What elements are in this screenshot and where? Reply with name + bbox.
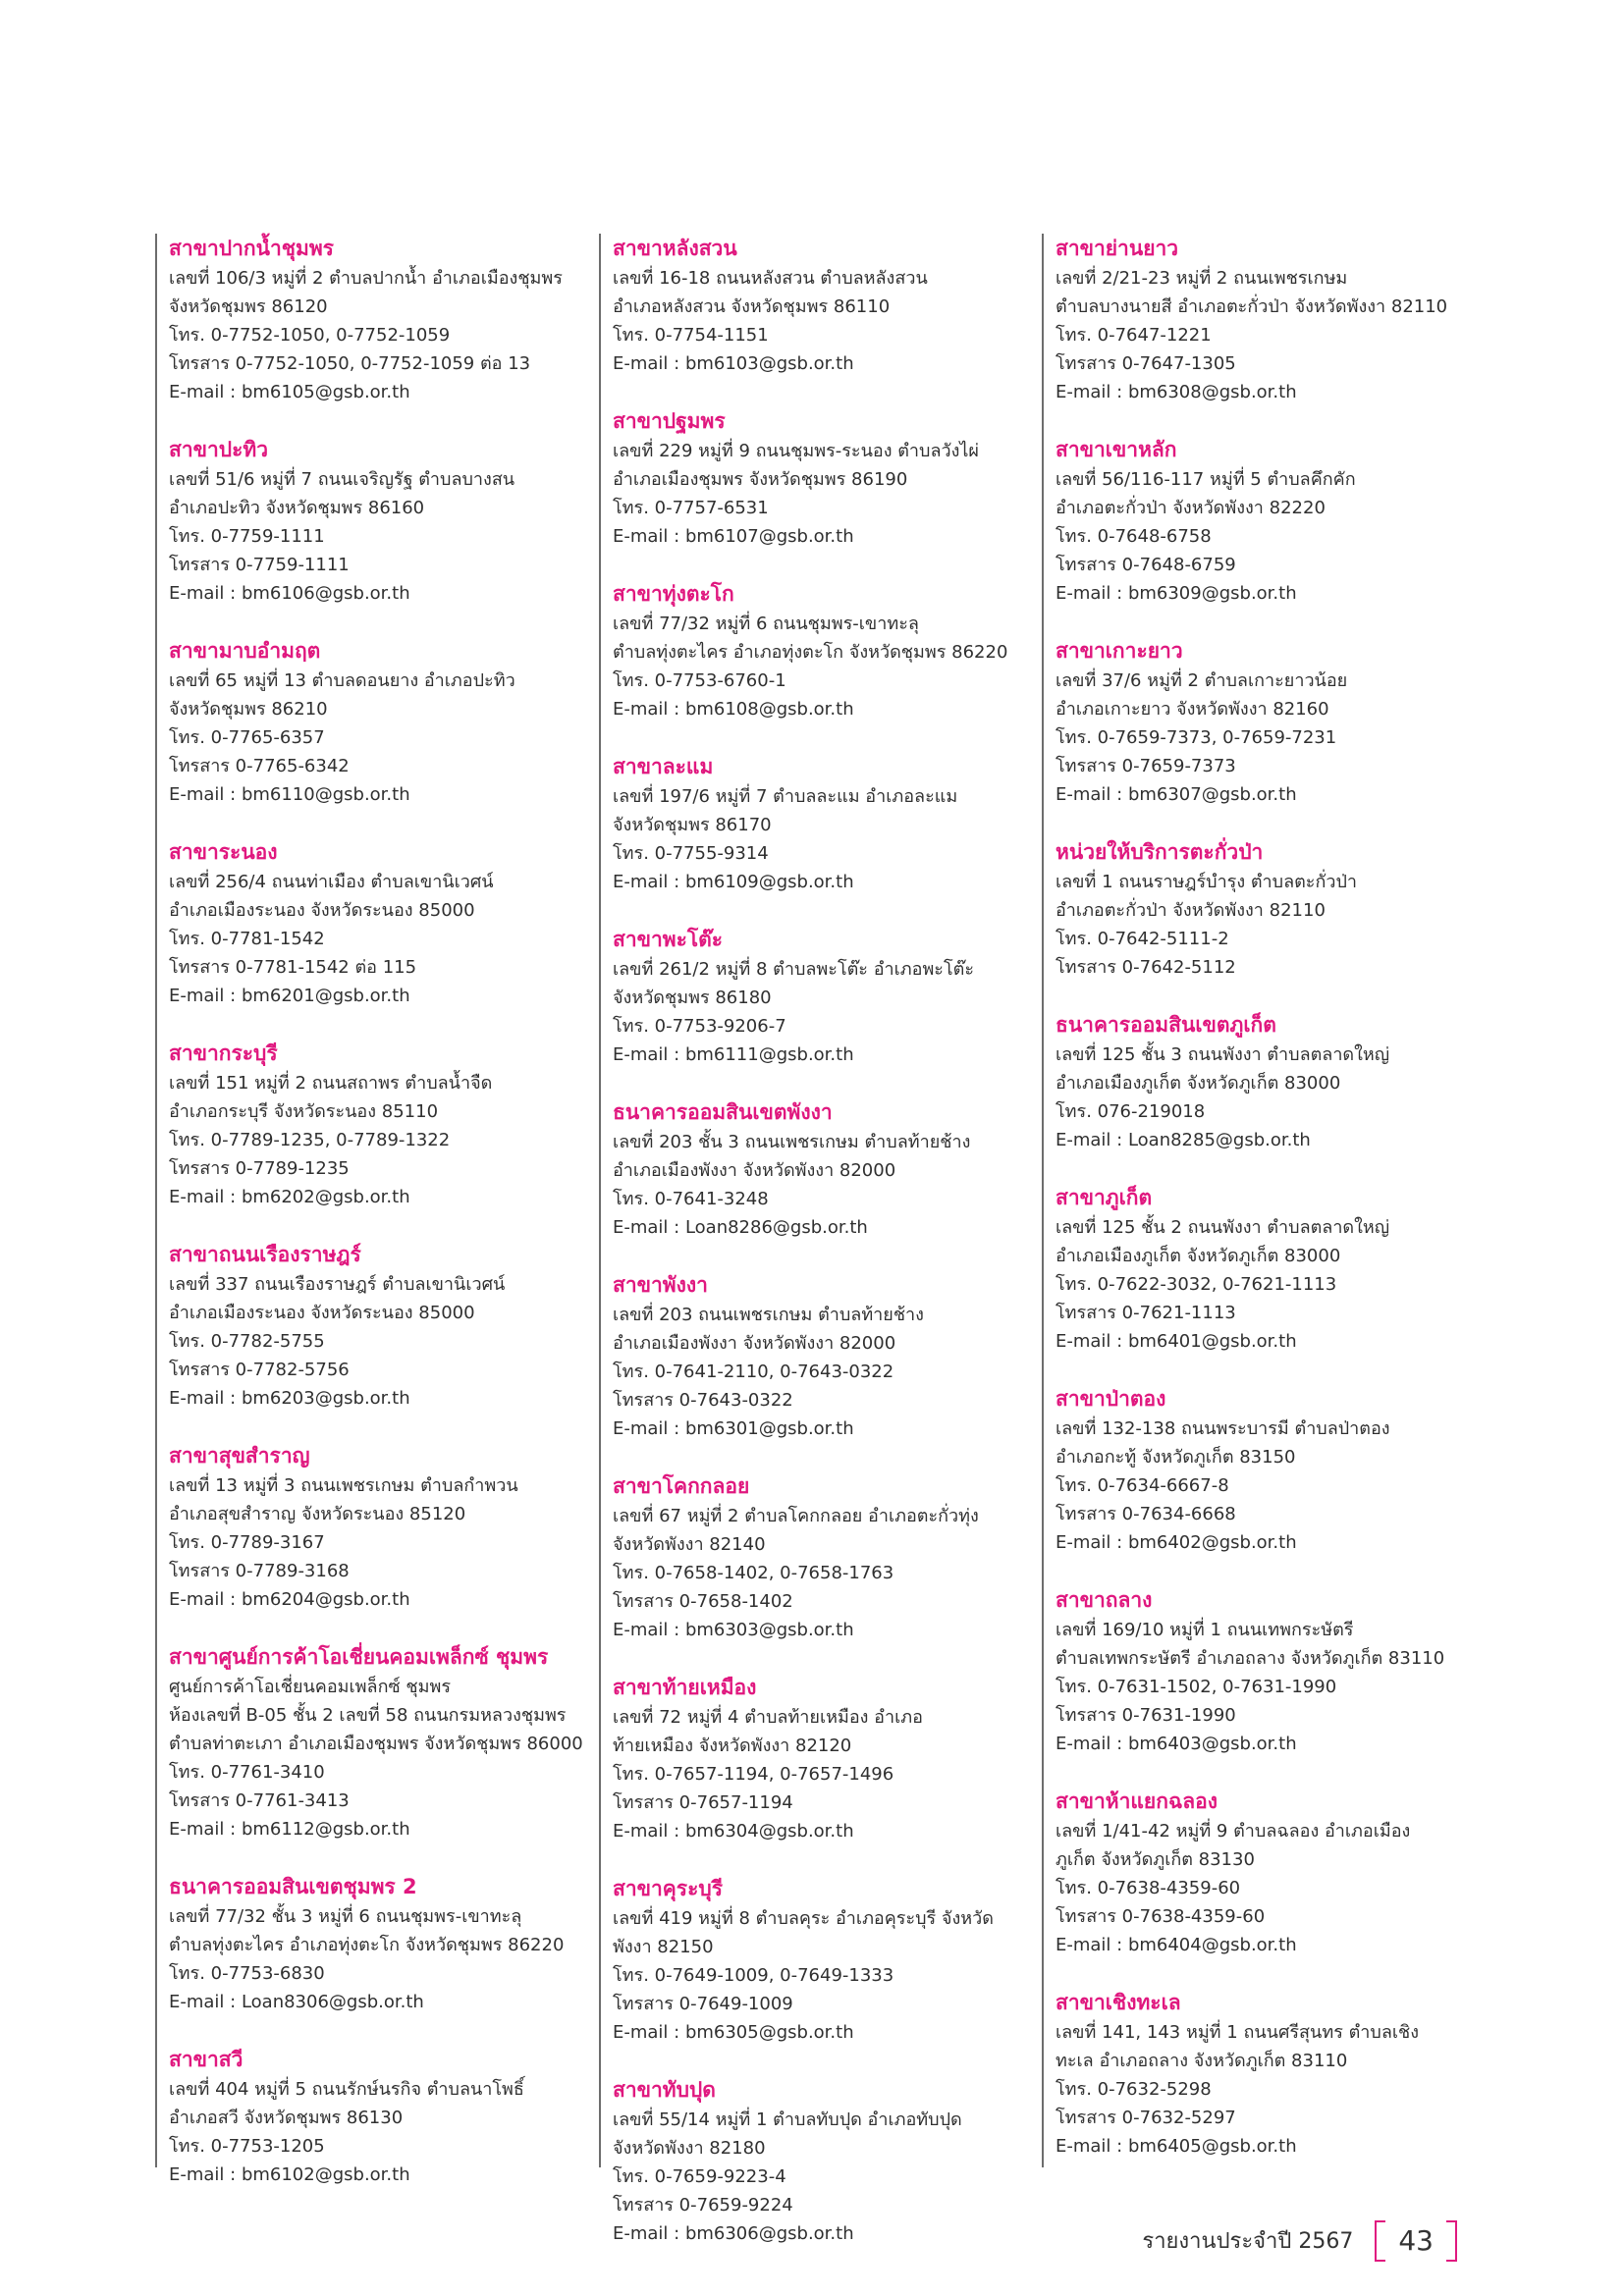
branch-title: หน่วยให้บริการตะกั่วป่า — [1056, 840, 1264, 864]
branch-address-line: อำเภอเกาะยาว จังหวัดพังงา 82160 — [1056, 699, 1329, 720]
branch-entry — [169, 1872, 587, 2016]
branch-address-line: อำเภอเมืองพังงา จังหวัดพังงา 82000 — [613, 1333, 896, 1354]
branch-fax: โทรสาร 0-7752-1050, 0-7752-1059 ต่อ 13 — [169, 353, 531, 374]
branch-email: E-mail : bm6306@gsb.or.th — [613, 2223, 854, 2244]
branch-address-line: เลขที่ 169/10 หมู่ที่ 1 ถนนเทพกระษัตรี — [1056, 1620, 1354, 1640]
branch-address-line: จังหวัดพังงา 82180 — [613, 2138, 766, 2159]
branch-phone: โทร. 0-7659-9223-4 — [613, 2166, 786, 2187]
page-footer — [1142, 2220, 1457, 2260]
branch-phone: โทร. 0-7789-3167 — [169, 1532, 325, 1553]
branch-address-line: เลขที่ 125 ชั้น 2 ถนนพังงา ตำบลตลาดใหญ่ — [1056, 1217, 1390, 1238]
branch-email: E-mail : bm6204@gsb.or.th — [169, 1589, 410, 1610]
branch-entry — [169, 1039, 587, 1211]
branch-email: E-mail : bm6109@gsb.or.th — [613, 872, 854, 892]
branch-address-line: เลขที่ 1/41-42 หมู่ที่ 9 ตำบลฉลอง อำเภอเมือง — [1056, 1821, 1411, 1842]
branch-title: สาขาพังงา — [613, 1273, 708, 1297]
branch-email: E-mail : bm6405@gsb.or.th — [1056, 2136, 1297, 2157]
branch-entry — [613, 925, 1031, 1069]
branch-email: E-mail : bm6103@gsb.or.th — [613, 353, 854, 374]
branch-phone: โทร. 0-7753-6830 — [169, 1963, 325, 1984]
branch-title: สาขาสวี — [169, 2048, 244, 2071]
branch-entry — [169, 2045, 587, 2189]
branch-address-line: อำเภอเมืองภูเก็ต จังหวัดภูเก็ต 83000 — [1056, 1246, 1341, 1266]
branch-address-line: เลขที่ 404 หมู่ที่ 5 ถนนรักษ์นรกิจ ตำบลนาโพธิ์ — [169, 2079, 524, 2100]
branch-fax: โทรสาร 0-7765-6342 — [169, 756, 350, 776]
branch-address-line: อำเภอหลังสวน จังหวัดชุมพร 86110 — [613, 296, 891, 317]
branch-address-line: เลขที่ 261/2 หมู่ที่ 8 ตำบลพะโต๊ะ อำเภอพะโต๊ะ — [613, 959, 974, 980]
branch-fax: โทรสาร 0-7621-1113 — [1056, 1303, 1236, 1323]
branch-address-line: เลขที่ 51/6 หมู่ที่ 7 ถนนเจริญรัฐ ตำบลบางสน — [169, 469, 515, 490]
branch-email: E-mail : bm6102@gsb.or.th — [169, 2164, 410, 2185]
branch-phone: โทร. 0-7659-7373, 0-7659-7231 — [1056, 727, 1337, 748]
branch-entry — [613, 234, 1031, 378]
branch-fax: โทรสาร 0-7657-1194 — [613, 1792, 793, 1813]
branch-title: สาขาทับปุด — [613, 2078, 716, 2102]
branch-fax: โทรสาร 0-7759-1111 — [169, 555, 350, 575]
branch-entry — [1056, 1384, 1474, 1557]
branch-fax: โทรสาร 0-7781-1542 ต่อ 115 — [169, 957, 417, 978]
branch-title: สาขาเขาหลัก — [1056, 438, 1177, 461]
branch-fax: โทรสาร 0-7643-0322 — [613, 1390, 793, 1411]
branch-address-line: อำเภอกระบุรี จังหวัดระนอง 85110 — [169, 1101, 439, 1122]
branch-entry — [613, 579, 1031, 723]
branch-address-line: อำเภอตะกั่วป่า จังหวัดพังงา 82220 — [1056, 498, 1326, 518]
page-number: 43 — [1398, 2223, 1434, 2257]
branch-phone: โทร. 0-7753-9206-7 — [613, 1016, 786, 1037]
branch-title: สาขาพะโต๊ะ — [613, 928, 724, 951]
right-bracket-icon — [1446, 2220, 1457, 2262]
branch-phone: โทร. 0-7631-1502, 0-7631-1990 — [1056, 1677, 1337, 1697]
branch-fax: โทรสาร 0-7638-4359-60 — [1056, 1906, 1266, 1927]
branch-address-line: จังหวัดชุมพร 86120 — [169, 296, 328, 317]
branch-title: สาขาคุระบุรี — [613, 1877, 723, 1900]
branch-email: E-mail : bm6111@gsb.or.th — [613, 1044, 854, 1065]
branch-entry — [169, 1642, 587, 1843]
branch-entry — [1056, 837, 1474, 982]
branch-address-line: เลขที่ 141, 143 หมู่ที่ 1 ถนนศรีสุนทร ตำบลเชิง — [1056, 2022, 1420, 2043]
branch-entry — [613, 1471, 1031, 1644]
branch-address-line: อำเภอเมืองชุมพร จังหวัดชุมพร 86190 — [613, 469, 908, 490]
branch-entry — [1056, 1183, 1474, 1356]
branch-title: สาขาถนนเรืองราษฎร์ — [169, 1243, 361, 1266]
branch-entry — [1056, 636, 1474, 809]
branch-address-line: อำเภอสวี จังหวัดชุมพร 86130 — [169, 2108, 404, 2128]
branch-fax: โทรสาร 0-7631-1990 — [1056, 1705, 1236, 1726]
branch-title: ธนาคารออมสินเขตชุมพร 2 — [169, 1875, 417, 1898]
branch-address-line: อำเภอเมืองระนอง จังหวัดระนอง 85000 — [169, 900, 475, 921]
branch-phone: โทร. 0-7634-6667-8 — [1056, 1475, 1229, 1496]
branch-title: สาขากระบุรี — [169, 1041, 278, 1065]
branch-phone: โทร. 0-7753-6760-1 — [613, 670, 786, 691]
branch-title: สาขาโคกกลอย — [613, 1474, 750, 1498]
branch-address-line: เลขที่ 197/6 หมู่ที่ 7 ตำบลละแม อำเภอละแม — [613, 786, 958, 807]
branch-email: E-mail : bm6307@gsb.or.th — [1056, 784, 1297, 805]
branch-phone: โทร. 0-7757-6531 — [613, 498, 769, 518]
branch-address-line: ทะเล อำเภอถลาง จังหวัดภูเก็ต 83110 — [1056, 2051, 1348, 2071]
branch-address-line: พังงา 82150 — [613, 1937, 714, 1957]
branch-address-line: เลขที่ 56/116-117 หมู่ที่ 5 ตำบลคึกคัก — [1056, 469, 1356, 490]
branch-address-line: เลขที่ 125 ชั้น 3 ถนนพังงา ตำบลตลาดใหญ่ — [1056, 1044, 1390, 1065]
branch-title: สาขาเกาะยาว — [1056, 639, 1183, 663]
branch-address-line: อำเภอปะทิว จังหวัดชุมพร 86160 — [169, 498, 425, 518]
branch-email: E-mail : bm6202@gsb.or.th — [169, 1187, 410, 1207]
branch-address-line: เลขที่ 13 หมู่ที่ 3 ถนนเพชรเกษม ตำบลกำพวน — [169, 1475, 518, 1496]
branch-entry — [613, 2075, 1031, 2248]
branch-email: E-mail : bm6308@gsb.or.th — [1056, 382, 1297, 402]
branch-title: สาขาห้าแยกฉลอง — [1056, 1789, 1218, 1813]
branch-entry — [1056, 1010, 1474, 1154]
branch-address-line: เลขที่ 37/6 หมู่ที่ 2 ตำบลเกาะยาวน้อย — [1056, 670, 1348, 691]
branch-title: สาขาเชิงทะเล — [1056, 1991, 1181, 2014]
branch-phone: โทร. 0-7641-2110, 0-7643-0322 — [613, 1362, 894, 1382]
branch-phone: โทร. 0-7761-3410 — [169, 1762, 325, 1783]
branch-entry — [613, 1874, 1031, 2047]
branch-address-line: ตำบลบางนายสี อำเภอตะกั่วป่า จังหวัดพังงา 82110 — [1056, 296, 1448, 317]
branch-title: ธนาคารออมสินเขตพังงา — [613, 1100, 833, 1124]
branch-address-line: เลขที่ 256/4 ถนนท่าเมือง ตำบลเขานิเวศน์ — [169, 872, 494, 892]
branch-title: สาขาปากน้ำชุมพร — [169, 237, 334, 260]
branch-address-line: เลขที่ 106/3 หมู่ที่ 2 ตำบลปากน้ำ อำเภอเมืองชุมพร — [169, 268, 563, 289]
branch-fax: โทรสาร 0-7632-5297 — [1056, 2108, 1236, 2128]
branch-fax: โทรสาร 0-7648-6759 — [1056, 555, 1236, 575]
branch-phone: โทร. 0-7782-5755 — [169, 1331, 325, 1352]
branch-address-line: จังหวัดพังงา 82140 — [613, 1534, 766, 1555]
branch-fax: โทรสาร 0-7761-3413 — [169, 1790, 350, 1811]
branch-fax: โทรสาร 0-7642-5112 — [1056, 957, 1236, 978]
branch-email: E-mail : bm6305@gsb.or.th — [613, 2022, 854, 2043]
branch-entry — [1056, 1787, 1474, 1959]
branch-address-line: เลขที่ 77/32 ชั้น 3 หมู่ที่ 6 ถนนชุมพร-เขาทะลุ — [169, 1906, 522, 1927]
branch-address-line: เลขที่ 203 ชั้น 3 ถนนเพชรเกษม ตำบลท้ายช้าง — [613, 1132, 971, 1152]
branch-entry — [169, 1441, 587, 1614]
branch-phone: โทร. 0-7641-3248 — [613, 1189, 769, 1209]
branch-entry — [613, 1270, 1031, 1443]
branch-address-line: อำเภอเมืองภูเก็ต จังหวัดภูเก็ต 83000 — [1056, 1073, 1341, 1094]
branch-address-line: ตำบลทุ่งตะไคร อำเภอทุ่งตะโก จังหวัดชุมพร 86220 — [613, 642, 1008, 663]
branch-phone: โทร. 0-7648-6758 — [1056, 526, 1212, 547]
branch-fax: โทรสาร 0-7649-1009 — [613, 1994, 793, 2014]
branch-email: E-mail : bm6303@gsb.or.th — [613, 1620, 854, 1640]
branch-phone: โทร. 0-7647-1221 — [1056, 325, 1212, 346]
branch-email: E-mail : bm6401@gsb.or.th — [1056, 1331, 1297, 1352]
branch-email: E-mail : bm6304@gsb.or.th — [613, 1821, 854, 1842]
branch-phone: โทร. 0-7642-5111-2 — [1056, 929, 1229, 949]
branch-title: ธนาคารออมสินเขตภูเก็ต — [1056, 1013, 1276, 1037]
branch-title: สาขาละแม — [613, 755, 714, 778]
branch-entry — [613, 1673, 1031, 1845]
branch-email: E-mail : bm6402@gsb.or.th — [1056, 1532, 1297, 1553]
branch-email: E-mail : bm6201@gsb.or.th — [169, 986, 410, 1006]
branch-title: สาขาป่าตอง — [1056, 1387, 1166, 1411]
branch-title: สาขาระนอง — [169, 840, 278, 864]
branch-title: สาขาหลังสวน — [613, 237, 737, 260]
branch-entry — [613, 406, 1031, 551]
branch-entry — [169, 1240, 587, 1413]
branch-title: สาขาปะทิว — [169, 438, 269, 461]
branch-email: E-mail : Loan8286@gsb.or.th — [613, 1217, 868, 1238]
branch-address-line: จังหวัดชุมพร 86180 — [613, 988, 772, 1008]
branch-entry — [613, 1097, 1031, 1242]
branch-address-line: จังหวัดชุมพร 86210 — [169, 699, 328, 720]
branch-entry — [1056, 1585, 1474, 1758]
branch-email: E-mail : bm6301@gsb.or.th — [613, 1418, 854, 1439]
branch-fax: โทรสาร 0-7647-1305 — [1056, 353, 1236, 374]
branch-email: E-mail : bm6108@gsb.or.th — [613, 699, 854, 720]
branch-address-line: เลขที่ 337 ถนนเรืองราษฎร์ ตำบลเขานิเวศน์ — [169, 1274, 506, 1295]
branch-phone: โทร. 0-7622-3032, 0-7621-1113 — [1056, 1274, 1337, 1295]
branch-phone: โทร. 0-7752-1050, 0-7752-1059 — [169, 325, 451, 346]
branch-address-line: เลขที่ 77/32 หมู่ที่ 6 ถนนชุมพร-เขาทะลุ — [613, 614, 919, 634]
branch-address-line: อำเภอสุขสำราญ จังหวัดระนอง 85120 — [169, 1504, 466, 1524]
page-number-box — [1375, 2220, 1457, 2260]
branch-column-1 — [155, 234, 587, 2185]
branch-address-line: อำเภอเมืองระนอง จังหวัดระนอง 85000 — [169, 1303, 475, 1323]
branch-phone: โทร. 0-7649-1009, 0-7649-1333 — [613, 1965, 894, 1986]
branch-title: สาขาปฐมพร — [613, 409, 726, 433]
branch-address-line: เลขที่ 67 หมู่ที่ 2 ตำบลโคกกลอย อำเภอตะกั่วทุ่ง — [613, 1506, 979, 1526]
branch-address-line: ศูนย์การค้าโอเชี่ยนคอมเพล็กซ์ ชุมพร — [169, 1677, 452, 1697]
branch-title: สาขามาบอำมฤต — [169, 639, 321, 663]
branch-entry — [169, 837, 587, 1010]
branch-email: E-mail : Loan8285@gsb.or.th — [1056, 1130, 1311, 1150]
branch-title: สาขาสุขสำราญ — [169, 1444, 310, 1468]
branch-address-line: เลขที่ 229 หมู่ที่ 9 ถนนชุมพร-ระนอง ตำบลวังไผ่ — [613, 441, 979, 461]
branch-address-line: จังหวัดชุมพร 86170 — [613, 815, 772, 835]
report-label: รายงานประจำปี 2567 — [1142, 2228, 1354, 2254]
branch-address-line: ตำบลเทพกระษัตรี อำเภอถลาง จังหวัดภูเก็ต 83110 — [1056, 1648, 1445, 1669]
branch-address-line: เลขที่ 65 หมู่ที่ 13 ตำบลดอนยาง อำเภอปะทิว — [169, 670, 515, 691]
branch-phone: โทร. 0-7658-1402, 0-7658-1763 — [613, 1563, 894, 1583]
branch-phone: โทร. 076-219018 — [1056, 1101, 1206, 1122]
branch-address-line: เลขที่ 132-138 ถนนพระบารมี ตำบลป่าตอง — [1056, 1418, 1390, 1439]
branch-address-line: เลขที่ 2/21-23 หมู่ที่ 2 ถนนเพชรเกษม — [1056, 268, 1348, 289]
branch-address-line: ตำบลทุ่งตะไคร อำเภอทุ่งตะโก จังหวัดชุมพร 86220 — [169, 1935, 565, 1955]
branch-address-line: อำเภอเมืองพังงา จังหวัดพังงา 82000 — [613, 1160, 896, 1181]
branch-fax: โทรสาร 0-7782-5756 — [169, 1360, 350, 1380]
branch-fax: โทรสาร 0-7659-9224 — [613, 2195, 793, 2216]
branch-entry — [1056, 435, 1474, 608]
branch-phone: โทร. 0-7632-5298 — [1056, 2079, 1212, 2100]
branch-entry — [613, 752, 1031, 896]
branch-phone: โทร. 0-7789-1235, 0-7789-1322 — [169, 1130, 451, 1150]
branch-fax: โทรสาร 0-7789-1235 — [169, 1158, 350, 1179]
branch-address-line: เลขที่ 203 ถนนเพชรเกษม ตำบลท้ายช้าง — [613, 1305, 924, 1325]
branch-phone: โทร. 0-7755-9314 — [613, 843, 769, 864]
branch-column-3 — [1042, 234, 1474, 2167]
branch-address-line: อำเภอตะกั่วป่า จังหวัดพังงา 82110 — [1056, 900, 1326, 921]
branch-email: E-mail : bm6107@gsb.or.th — [613, 526, 854, 547]
branch-email: E-mail : bm6105@gsb.or.th — [169, 382, 410, 402]
branch-email: E-mail : bm6203@gsb.or.th — [169, 1388, 410, 1409]
branch-entry — [169, 435, 587, 608]
branch-entry — [169, 636, 587, 809]
branch-phone: โทร. 0-7753-1205 — [169, 2136, 325, 2157]
branch-phone: โทร. 0-7638-4359-60 — [1056, 1878, 1241, 1898]
branch-fax: โทรสาร 0-7634-6668 — [1056, 1504, 1236, 1524]
branch-entry — [1056, 234, 1474, 406]
branch-email: E-mail : bm6112@gsb.or.th — [169, 1819, 410, 1840]
branch-entry — [1056, 1988, 1474, 2161]
branch-title: สาขาถลาง — [1056, 1588, 1153, 1612]
branch-address-line: ห้องเลขที่ B-05 ชั้น 2 เลขที่ 58 ถนนกรมหลวงชุมพร — [169, 1705, 567, 1726]
branch-column-2 — [599, 234, 1031, 2244]
branch-entry — [169, 234, 587, 406]
branch-address-line: เลขที่ 419 หมู่ที่ 8 ตำบลคุระ อำเภอคุระบุรี จังหวัด — [613, 1908, 994, 1929]
branch-address-line: ท้ายเหมือง จังหวัดพังงา 82120 — [613, 1735, 852, 1756]
branch-address-line: ตำบลท่าตะเภา อำเภอเมืองชุมพร จังหวัดชุมพร 86000 — [169, 1734, 583, 1754]
branch-email: E-mail : bm6309@gsb.or.th — [1056, 583, 1297, 604]
branch-title: สาขาทุ่งตะโก — [613, 582, 734, 606]
branch-address-line: ภูเก็ต จังหวัดภูเก็ต 83130 — [1056, 1849, 1255, 1870]
branch-address-line: เลขที่ 1 ถนนราษฎร์บำรุง ตำบลตะกั่วป่า — [1056, 872, 1358, 892]
branch-phone: โทร. 0-7754-1151 — [613, 325, 769, 346]
branch-title: สาขาศูนย์การค้าโอเชี่ยนคอมเพล็กซ์ ชุมพร — [169, 1645, 549, 1669]
branch-email: E-mail : bm6110@gsb.or.th — [169, 784, 410, 805]
branch-fax: โทรสาร 0-7658-1402 — [613, 1591, 793, 1612]
branch-address-line: เลขที่ 16-18 ถนนหลังสวน ตำบลหลังสวน — [613, 268, 928, 289]
branch-title: สาขาภูเก็ต — [1056, 1186, 1153, 1209]
branch-email: E-mail : bm6403@gsb.or.th — [1056, 1734, 1297, 1754]
branch-phone: โทร. 0-7781-1542 — [169, 929, 325, 949]
left-bracket-icon — [1375, 2220, 1385, 2262]
branch-title: สาขาท้ายเหมือง — [613, 1676, 757, 1699]
branch-phone: โทร. 0-7765-6357 — [169, 727, 325, 748]
branch-address-line: เลขที่ 151 หมู่ที่ 2 ถนนสถาพร ตำบลน้ำจืด — [169, 1073, 493, 1094]
branch-title: สาขาย่านยาว — [1056, 237, 1179, 260]
branch-email: E-mail : bm6404@gsb.or.th — [1056, 1935, 1297, 1955]
branch-address-line: เลขที่ 72 หมู่ที่ 4 ตำบลท้ายเหมือง อำเภอ — [613, 1707, 923, 1728]
branch-phone: โทร. 0-7759-1111 — [169, 526, 325, 547]
branch-email: E-mail : bm6106@gsb.or.th — [169, 583, 410, 604]
branch-address-line: อำเภอกะทู้ จังหวัดภูเก็ต 83150 — [1056, 1447, 1296, 1468]
branch-fax: โทรสาร 0-7659-7373 — [1056, 756, 1236, 776]
branch-fax: โทรสาร 0-7789-3168 — [169, 1561, 350, 1581]
branch-email: E-mail : Loan8306@gsb.or.th — [169, 1992, 424, 2012]
branch-phone: โทร. 0-7657-1194, 0-7657-1496 — [613, 1764, 894, 1785]
branch-address-line: เลขที่ 55/14 หมู่ที่ 1 ตำบลทับปุด อำเภอทับปุด — [613, 2109, 962, 2130]
